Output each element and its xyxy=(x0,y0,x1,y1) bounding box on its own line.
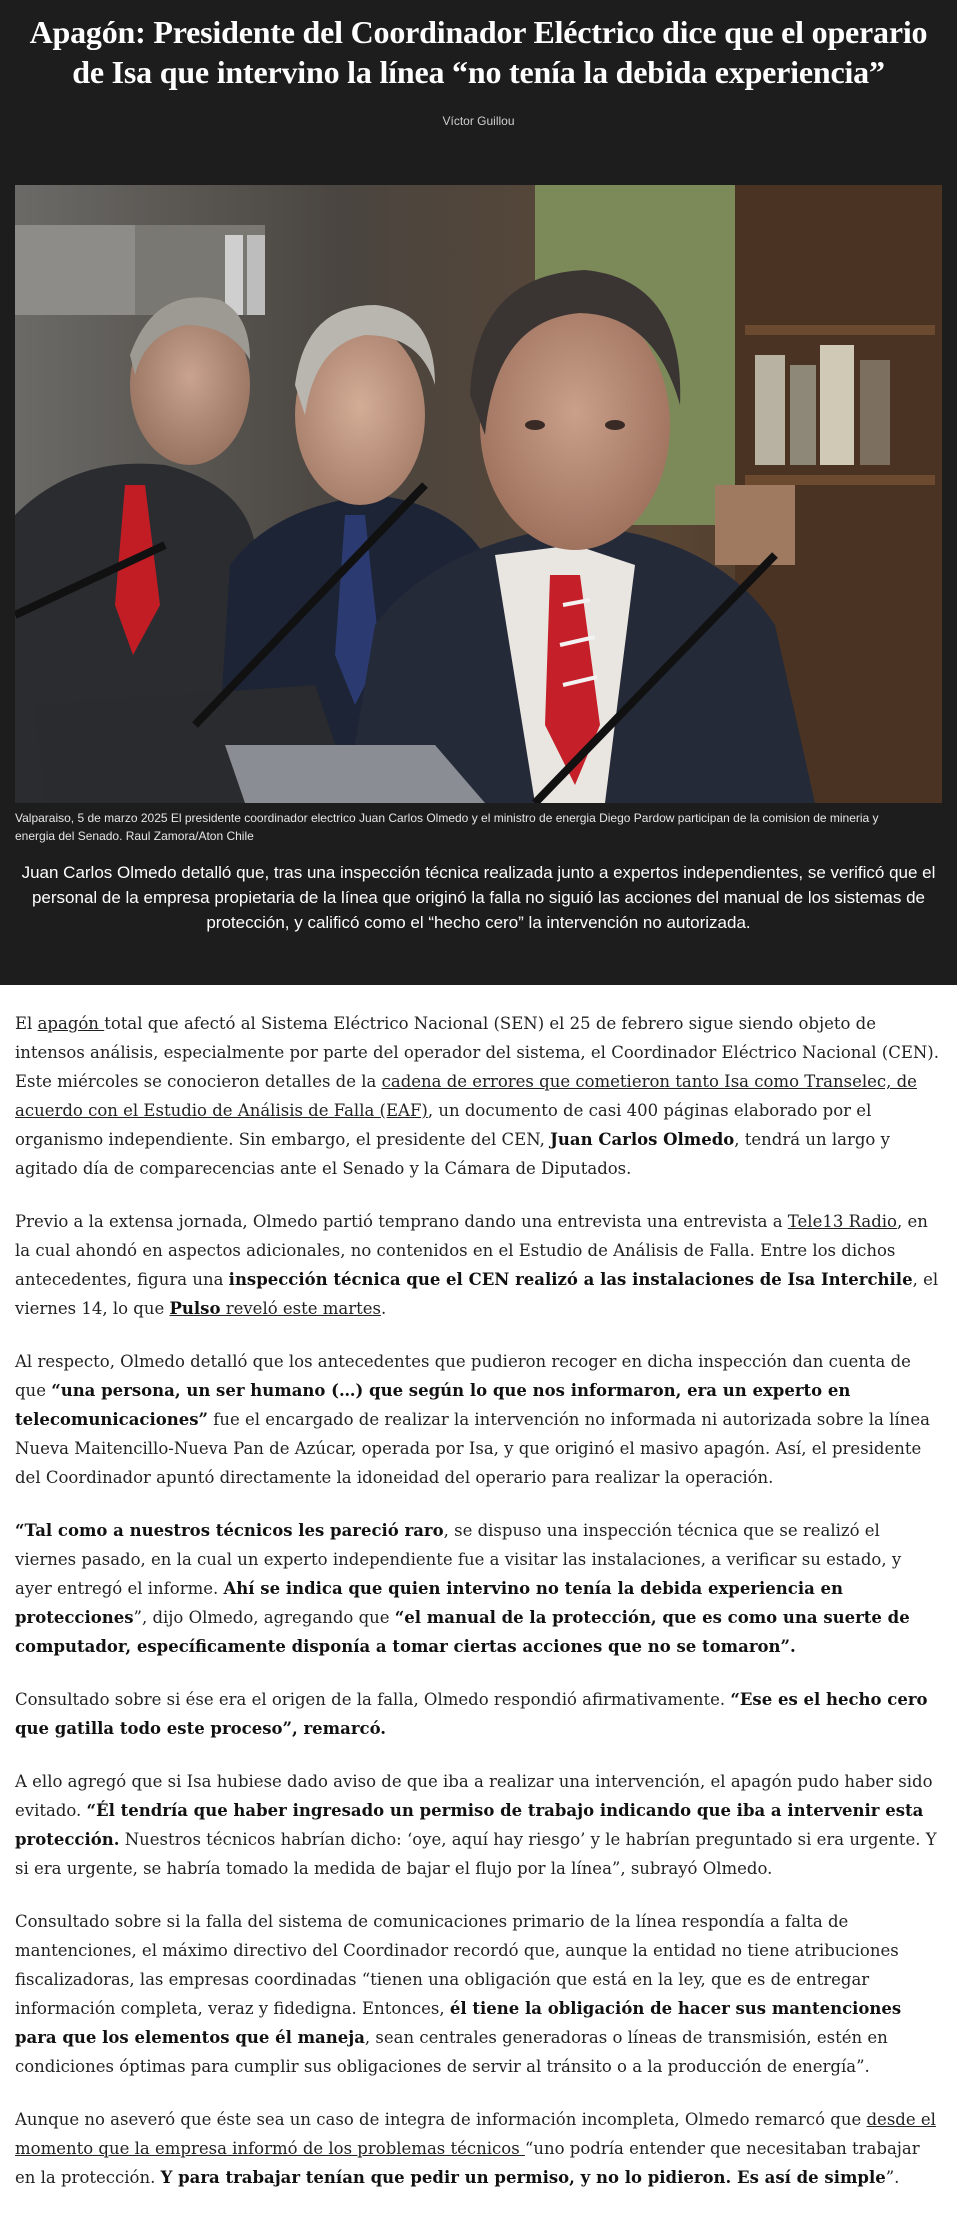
bold-run: Juan Carlos Olmedo xyxy=(550,1130,735,1149)
text-run: , se dispuso una inspección técnica que se realizó el viernes pasado, en la cual un experto independiente fue a visitar las instalaciones, a verificar su estado, y ayer entregó el informe. xyxy=(15,1521,902,1598)
text-run: , sean centrales generadoras o líneas de transmisión, estén en condiciones óptimas para cumplir sus obligaciones de servir al tránsito o a la producción de energía”. xyxy=(15,2028,888,2076)
link-problemas-tecnicos[interactable]: desde el momento que la empresa informó de los problemas técnicos xyxy=(15,2110,936,2158)
paragraph-6 xyxy=(15,1767,942,1883)
article-lede: Juan Carlos Olmedo detalló que, tras una inspección técnica realizada junto a expertos independientes, se verificó que el personal de la empresa propietaria de la línea que originó la falla no siguió las acciones del manual de los sistemas de protección, y calificó como el “hecho cero” la intervención no autorizada. xyxy=(21,863,936,932)
text-run: Aunque no aseveró que éste sea un caso de integra de información incompleta, Olmedo remarcó que xyxy=(15,2110,867,2129)
paragraph-3 xyxy=(15,1347,942,1492)
link-tele13-radio[interactable]: Tele13 Radio xyxy=(787,1212,897,1231)
paragraph-7 xyxy=(15,1907,942,2081)
bold-run: “una persona, un ser humano (…) que según lo que nos informaron, era un experto en telecomunicaciones” xyxy=(15,1381,851,1429)
paragraph-5 xyxy=(15,1685,942,1743)
bold-run: Y para trabajar tenían que pedir un permiso, y no lo pidieron. Es así de simple xyxy=(160,2168,886,2187)
text-run: ”, dijo Olmedo, agregando que xyxy=(133,1608,395,1627)
text-run: Consultado sobre si la falla del sistema de comunicaciones primario de la línea respondía a falta de mantenciones, el máximo directivo del Coordinador recordó que, aunque la entidad no tiene atribuciones fiscalizadoras, las empresas coordinadas “tienen una obligación que está en la ley, que es de entregar información completa, veraz y fidedigna. Entonces, xyxy=(15,1912,899,2018)
lead-photo-illustration xyxy=(15,185,942,803)
text-run: , el viernes 14, lo que xyxy=(15,1270,939,1318)
text-run: Consultado sobre si ése era el origen de la falla, Olmedo respondió afirmativamente. xyxy=(15,1690,731,1709)
bold-run: él tiene la obligación de hacer sus mantenciones para que los elementos que él maneja xyxy=(15,1999,902,2047)
photo-caption: Valparaiso, 5 de marzo 2025 El presidente coordinador electrico Juan Carlos Olmedo y el ministro de energia Diego Pardow participan de la comision de mineria y energia del Senado. Raul Zamora/Aton Chile xyxy=(15,811,879,843)
text-run: ”. xyxy=(885,2168,900,2187)
text-run: . xyxy=(381,1299,387,1318)
article-headline: Apagón: Presidente del Coordinador Eléctrico dice que el operario de Isa que intervino la línea “no tenía la debida experiencia” xyxy=(29,14,928,90)
text-run: A ello agregó que si Isa hubiese dado aviso de que iba a realizar una intervención, el apagón pudo haber sido evitado. xyxy=(15,1772,933,1820)
text-run: total que afectó al Sistema Eléctrico Nacional (SEN) el 25 de febrero sigue siendo objeto de intensos análisis, especialmente por parte del operador del sistema, el Coordinador Eléctrico Nacional (CEN). Este miércoles se conocieron detalles de la xyxy=(15,1014,939,1091)
text-run: reveló este martes xyxy=(220,1299,382,1318)
text-run: , en la cual ahondó en aspectos adicionales, no contenidos en el Estudio de Análisis de Falla. Entre los dichos antecedentes, figura una xyxy=(15,1212,928,1289)
link-cadena-de-errores[interactable]: cadena de errores que cometieron tanto Isa como Transelec, de acuerdo con el Estudio de Análisis de Falla (EAF) xyxy=(15,1072,917,1120)
bold-run: “Él tendría que haber ingresado un permiso de trabajo indicando que iba a intervenir esta protección. xyxy=(15,1801,924,1849)
paragraph-4 xyxy=(15,1516,942,1661)
author-byline[interactable]: Víctor Guillou xyxy=(442,114,515,128)
link-apagon[interactable]: apagón xyxy=(37,1014,105,1033)
bold-run: inspección técnica que el CEN realizó a las instalaciones de Isa Interchile xyxy=(228,1270,913,1289)
article-body xyxy=(0,985,957,2192)
article-header xyxy=(0,0,957,985)
text-run: Al respecto, Olmedo detalló que los antecedentes que pudieron recoger en dicha inspección dan cuenta de que xyxy=(15,1352,911,1400)
text-run: fue el encargado de realizar la intervención no informada ni autorizada sobre la línea Nueva Maitencillo-Nueva Pan de Azúcar, operada por Isa, y que originó el masivo apagón. Así, el presidente del Coordinador apuntó directamente la idoneidad del operario para realizar la operación. xyxy=(15,1410,930,1487)
text-run: El xyxy=(15,1014,38,1033)
bold-run: Ahí se indica que quien intervino no tenía la debida experiencia en protecciones xyxy=(15,1579,844,1627)
bold-run: Pulso xyxy=(169,1299,221,1318)
bold-run: “Tal como a nuestros técnicos les pareció raro xyxy=(15,1521,444,1540)
lead-photo xyxy=(15,185,942,803)
bold-run: “el manual de la protección, que es como una suerte de computador, específicamente disponía a tomar ciertas acciones que no se tomaron”. xyxy=(15,1608,910,1656)
text-run: Previo a la extensa jornada, Olmedo partió temprano dando una entrevista una entrevista a xyxy=(15,1212,788,1231)
bold-run: “Ese es el hecho cero que gatilla todo este proceso”, remarcó. xyxy=(15,1690,928,1738)
text-run: , un documento de casi 400 páginas elaborado por el organismo independiente. Sin embargo, el presidente del CEN, xyxy=(15,1101,872,1149)
text-run: Nuestros técnicos habrían dicho: ‘oye, aquí hay riesgo’ y le habrían preguntado si era urgente. Y si era urgente, se habría tomado la medida de bajar el flujo por la línea”, subrayó Olmedo. xyxy=(15,1830,937,1878)
text-run: , tendrá un largo y agitado día de comparecencias ante el Senado y la Cámara de Diputados. xyxy=(15,1130,890,1178)
paragraph-8 xyxy=(15,2105,942,2192)
paragraph-1 xyxy=(15,1009,942,1183)
paragraph-2 xyxy=(15,1207,942,1323)
link-pulso[interactable] xyxy=(170,1299,382,1318)
text-run: “uno podría entender que necesitaban trabajar en la protección. xyxy=(15,2139,920,2187)
